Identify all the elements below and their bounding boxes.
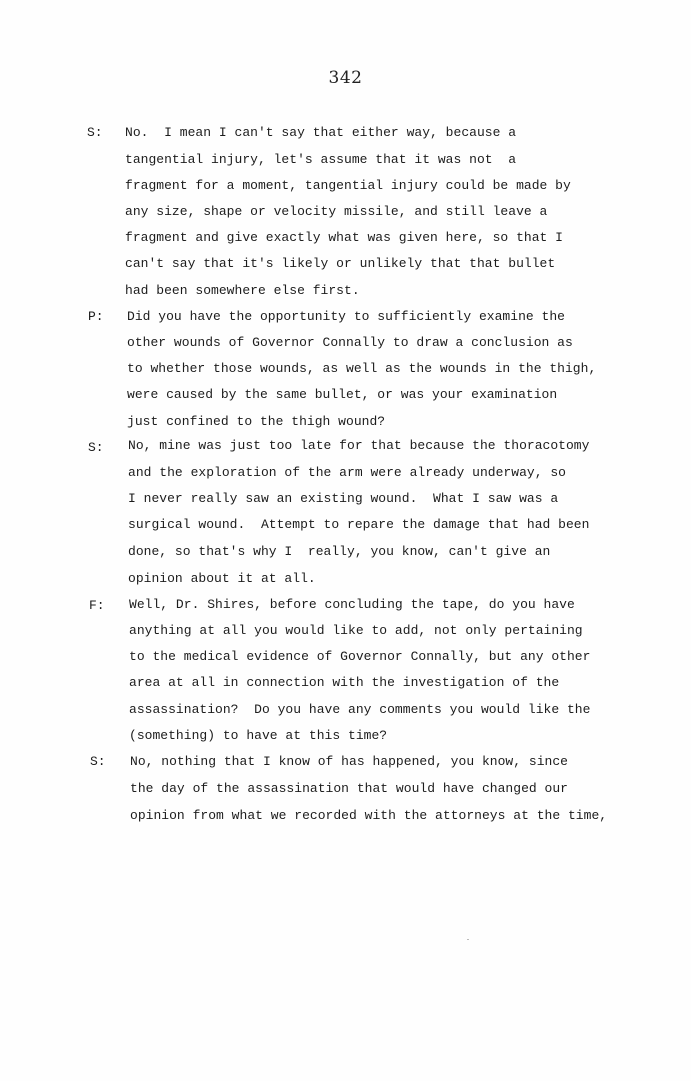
transcript-line: Well, Dr. Shires, before concluding the tape, do you have [129,597,575,612]
transcript-line: (something) to have at this time? [129,728,388,743]
speaker-label: S: [87,125,103,140]
transcript-line: opinion from what we recorded with the attorneys at the time, [130,808,608,823]
speaker-label: F: [89,598,105,613]
transcript-line: I never really saw an existing wound. What I saw was a [128,491,559,506]
transcript-line: done, so that's why I really, you know, can't give an [128,544,551,559]
transcript-line: opinion about it at all. [128,571,316,586]
transcript-line: and the exploration of the arm were already underway, so [128,465,566,480]
scan-speck [467,939,469,940]
transcript-line: just confined to the thigh wound? [127,414,386,429]
transcript-line: anything at all you would like to add, not only pertaining [129,623,583,638]
transcript-line: the day of the assassination that would have changed our [130,781,568,796]
transcript-line: to whether those wounds, as well as the wounds in the thigh, [127,361,597,376]
transcript-line: Did you have the opportunity to sufficiently examine the [127,309,565,324]
speaker-label: P: [88,309,104,324]
transcript-line: can't say that it's likely or unlikely that that bullet [125,256,556,271]
transcript-line: No. I mean I can't say that either way, because a [125,125,517,140]
transcript-line: surgical wound. Attempt to repare the damage that had been [128,517,590,532]
transcript-line: any size, shape or velocity missile, and still leave a [125,204,548,219]
transcript-line: other wounds of Governor Connally to draw a conclusion as [127,335,573,350]
transcript-line: fragment and give exactly what was given here, so that I [125,230,563,245]
transcript-line: were caused by the same bullet, or was your examination [127,387,558,402]
speaker-label: S: [88,440,104,455]
speaker-label: S: [90,754,106,769]
page-number: 342 [328,68,363,88]
transcript-line: tangential injury, let's assume that it was not a [125,152,517,167]
transcript-line: area at all in connection with the investigation of the [129,675,560,690]
transcript-line: had been somewhere else first. [125,283,360,298]
transcript-line: No, mine was just too late for that because the thoracotomy [128,438,590,453]
transcript-line: to the medical evidence of Governor Connally, but any other [129,649,591,664]
transcript-line: assassination? Do you have any comments you would like the [129,702,591,717]
transcript-line: fragment for a moment, tangential injury could be made by [125,178,571,193]
transcript-line: No, nothing that I know of has happened, you know, since [130,754,568,769]
